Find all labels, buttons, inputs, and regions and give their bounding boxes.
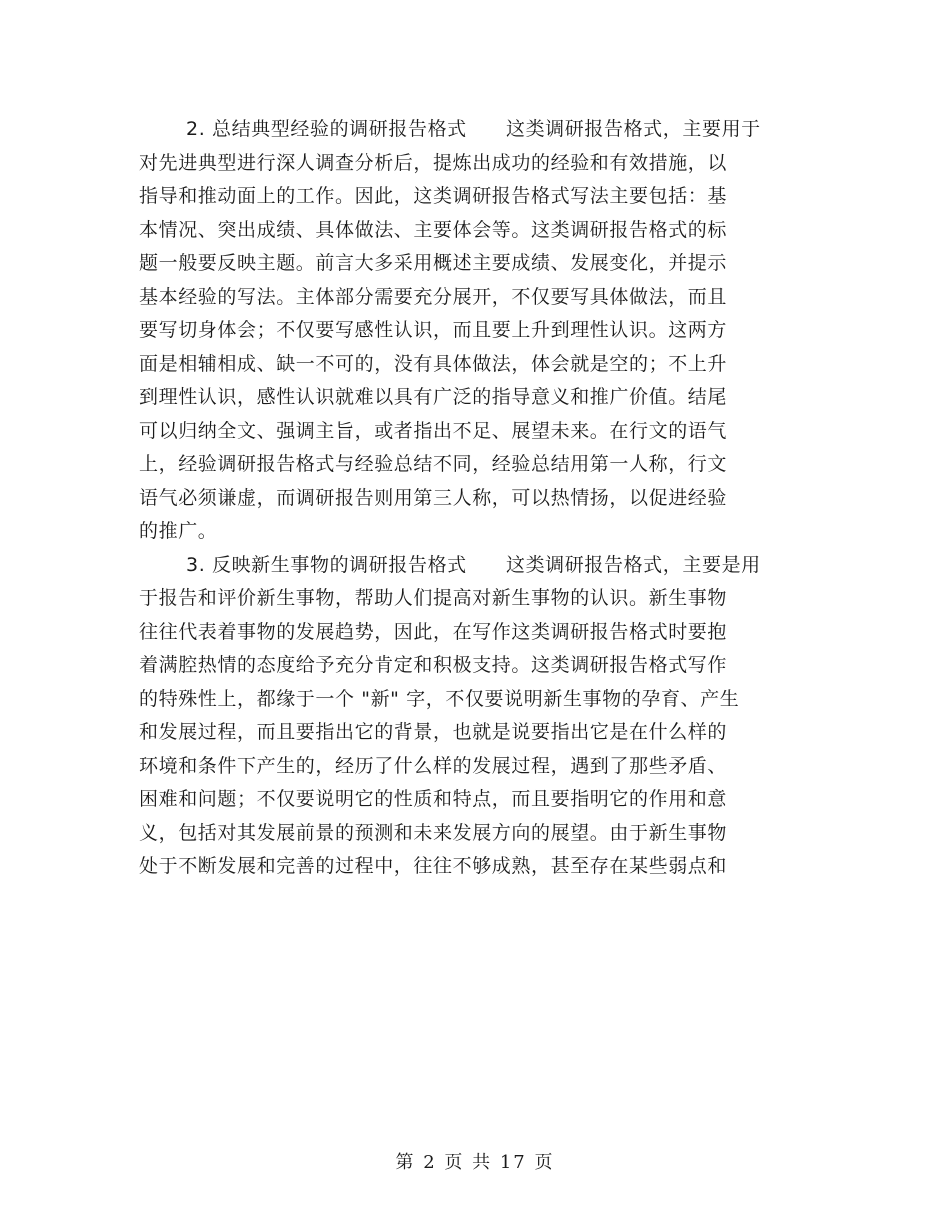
paragraph-2-line-7: 要写切身体会；不仅要写感性认识，而且要上升到理性认识。这两方 bbox=[139, 319, 728, 341]
paragraph-2-line-13: 的推广。 bbox=[139, 520, 218, 542]
paragraph-2-line-2: 对先进典型进行深人调查分析后，提炼出成功的经验和有效措施，以 bbox=[139, 151, 728, 174]
paragraph-3-line-8: 困难和问题；不仅要说明它的性质和特点，而且要指明它的作用和意 bbox=[139, 788, 728, 810]
paragraph-3-line-1: 3. 反映新生事物的调研报告格式 这类调研报告格式，主要是用 bbox=[186, 553, 761, 576]
paragraph-3-line-4: 着满腔热情的态度给予充分肯定和积极支持。这类调研报告格式写作 bbox=[139, 654, 728, 676]
paragraph-2-line-11: 上，经验调研报告格式与经验总结不同，经验总结用第一人称，行文 bbox=[139, 453, 728, 475]
paragraph-2-line-8: 面是相辅相成、缺一不可的，没有具体做法，体会就是空的；不上升 bbox=[139, 352, 728, 375]
paragraph-3-line-6: 和发展过程，而且要指出它的背景，也就是说要指出它是在什么样的 bbox=[139, 721, 728, 743]
paragraph-2-line-3: 指导和推动面上的工作。因此，这类调研报告格式写法主要包括：基 bbox=[139, 185, 728, 207]
paragraph-2-line-9: 到理性认识，感性认识就难以具有广泛的指导意义和推广价值。结尾 bbox=[139, 386, 728, 408]
paragraph-3-line-3: 往往代表着事物的发展趋势，因此，在写作这类调研报告格式时要抱 bbox=[139, 620, 728, 643]
paragraph-2-line-10: 可以归纳全文、强调主旨，或者指出不足、展望未来。在行文的语气 bbox=[139, 419, 728, 442]
paragraph-3-line-10: 处于不断发展和完善的过程中，往往不够成熟，甚至存在某些弱点和 bbox=[139, 855, 728, 877]
paragraph-2-line-4: 本情况、突出成绩、具体做法、主要体会等。这类调研报告格式的标 bbox=[139, 218, 728, 241]
paragraph-3-line-2: 于报告和评价新生事物，帮助人们提高对新生事物的认识。新生事物 bbox=[139, 587, 728, 609]
paragraph-3-line-5: 的特殊性上，都缘于一个 "新" 字，不仅要说明新生事物的孕育、产生 bbox=[139, 687, 740, 710]
body-text bbox=[139, 113, 789, 884]
page-number-footer: 第 2 页 共 17 页 bbox=[395, 1152, 555, 1173]
paragraph-3-line-9: 义，包括对其发展前景的预测和未来发展方向的展望。由于新生事物 bbox=[139, 821, 728, 844]
paragraph-2-line-5: 题一般要反映主题。前言大多采用概述主要成绩、发展变化，并提示 bbox=[139, 252, 728, 274]
paragraph-2-line-6: 基本经验的写法。主体部分需要充分展开，不仅要写具体做法，而且 bbox=[139, 285, 728, 308]
paragraph-3-line-7: 环境和条件下产生的，经历了什么样的发展过程，遇到了那些矛盾、 bbox=[139, 754, 728, 777]
paragraph-2-line-12: 语气必须谦虚，而调研报告则用第三人称，可以热情扬，以促进经验 bbox=[139, 486, 728, 509]
paragraph-2-line-1: 2. 总结典型经验的调研报告格式 这类调研报告格式，主要用于 bbox=[186, 118, 761, 140]
